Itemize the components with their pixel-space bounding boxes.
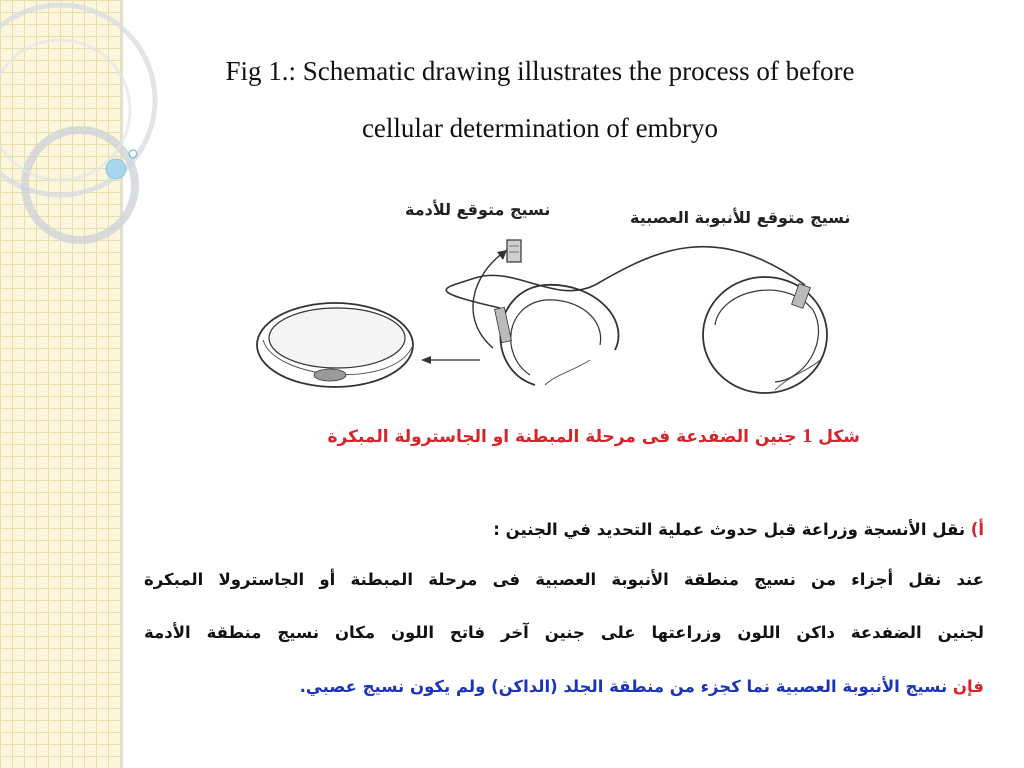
figure-title-line1: Fig 1.: Schematic drawing illustrates the process of before (225, 56, 855, 86)
body-line-3: لجنين الضفدعة داكن اللون وزراعتها على جنين آخر فاتح اللون مكان نسيج منطقة الأدمة (144, 623, 984, 642)
caption-text: جنين الضفدعة فى مرحلة المبطنة او الجاسترولة المبكرة (327, 427, 797, 447)
conclusion-prefix: فإن (952, 677, 984, 696)
caption-number: 1 (802, 425, 813, 447)
decorative-circles (0, 0, 160, 320)
figure-caption (150, 425, 860, 448)
figure-title-line2: cellular determination of embryo (361, 113, 719, 143)
caption-prefix: شكل (818, 427, 860, 447)
body-conclusion-line (144, 677, 984, 696)
item-letter: أ) (970, 520, 984, 539)
embryo-transplant-diagram (245, 230, 885, 410)
conclusion-text: نسيج الأنبوبة العصبية نما كجزء من منطقة الجلد (الداكن) ولم يكون نسيج عصبي. (299, 677, 948, 696)
item-heading: نقل الأنسجة وزراعة قبل حدوث عملية التحديد في الجنين : (493, 520, 966, 539)
label-epidermis-tissue: نسيج متوقع للأدمة (405, 200, 551, 219)
label-neural-tube-tissue: نسيج متوقع للأنبوبة العصبية (630, 208, 851, 227)
body-line-2: عند نقل أجزاء من نسيج منطقة الأنبوبة العصبية فى مرحلة المبطنة أو الجاسترولا المبكرة (144, 570, 984, 589)
body-heading-line (144, 520, 984, 539)
